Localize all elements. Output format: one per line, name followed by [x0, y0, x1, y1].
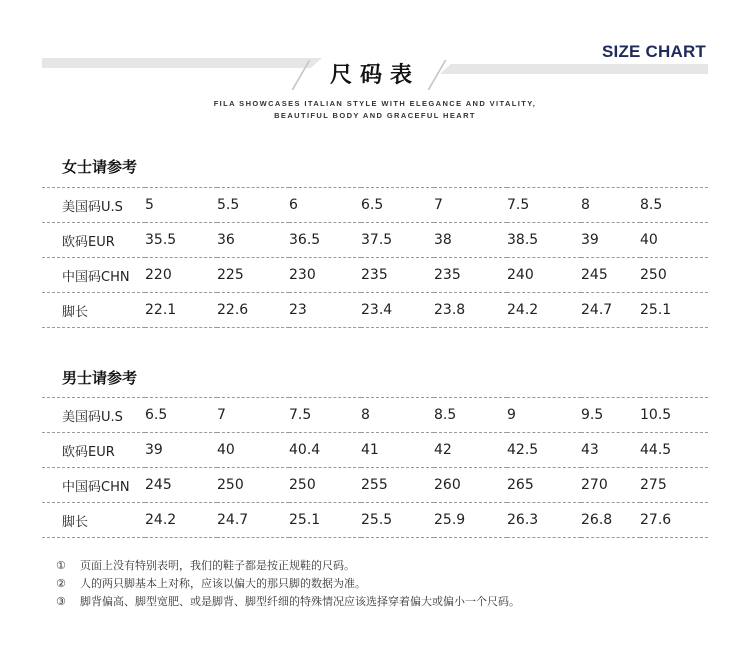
table-row [42, 293, 708, 328]
tagline-line1: FILA SHOWCASES ITALIAN STYLE WITH ELEGANCE AND VITALITY, [213, 99, 537, 108]
size-cell: 6.5 [145, 398, 217, 433]
size-cell: 26.3 [507, 503, 581, 538]
size-cell: 39 [581, 223, 640, 258]
size-cell: 25.5 [361, 503, 434, 538]
note-text: 脚背偏高、脚型宽肥、或是脚背、脚型纤细的特殊情况应该选择穿着偏大或偏小一个尺码。 [80, 595, 520, 608]
size-cell: 37.5 [361, 223, 434, 258]
note-number: ② [56, 577, 66, 590]
size-cell: 38 [434, 223, 507, 258]
size-cell: 26.8 [581, 503, 640, 538]
size-cell: 35.5 [145, 223, 217, 258]
row-label: 欧码EUR [42, 433, 145, 468]
men-size-table [42, 397, 708, 538]
tagline-line2: BEAUTIFUL BODY AND GRACEFUL HEART [274, 111, 476, 120]
size-cell: 10.5 [640, 398, 708, 433]
size-cell: 27.6 [640, 503, 708, 538]
size-cell: 42 [434, 433, 507, 468]
notes-list [56, 557, 520, 611]
note-item [56, 575, 520, 593]
row-label: 美国码U.S [42, 398, 145, 433]
note-text: 人的两只脚基本上对称，应该以偏大的那只脚的数据为准。 [80, 577, 366, 590]
size-cell: 25.9 [434, 503, 507, 538]
size-cell: 24.7 [581, 293, 640, 328]
size-cell: 40 [217, 433, 289, 468]
size-cell: 8 [581, 188, 640, 223]
size-cell: 24.7 [217, 503, 289, 538]
size-cell: 245 [581, 258, 640, 293]
note-number: ① [56, 559, 66, 572]
table-row [42, 433, 708, 468]
size-cell: 220 [145, 258, 217, 293]
size-cell: 24.2 [507, 293, 581, 328]
size-cell: 225 [217, 258, 289, 293]
size-cell: 23.4 [361, 293, 434, 328]
size-cell: 42.5 [507, 433, 581, 468]
row-label: 中国码CHN [42, 468, 145, 503]
size-cell: 36 [217, 223, 289, 258]
row-label: 欧码EUR [42, 223, 145, 258]
table-row [42, 188, 708, 223]
table-row [42, 258, 708, 293]
size-cell: 6 [289, 188, 361, 223]
men-section-title: 男士请参考 [62, 369, 138, 387]
size-cell: 9 [507, 398, 581, 433]
size-cell: 43 [581, 433, 640, 468]
note-item [56, 557, 520, 575]
women-section-title: 女士请参考 [62, 158, 138, 176]
note-item [56, 593, 520, 611]
size-cell: 8.5 [640, 188, 708, 223]
table-row [42, 223, 708, 258]
size-cell: 8 [361, 398, 434, 433]
note-text: 页面上没有特别表明，我们的鞋子都是按正规鞋的尺码。 [80, 559, 355, 572]
row-label: 中国码CHN [42, 258, 145, 293]
size-cell: 23 [289, 293, 361, 328]
size-cell: 265 [507, 468, 581, 503]
table-row [42, 398, 708, 433]
size-cell: 275 [640, 468, 708, 503]
size-cell: 230 [289, 258, 361, 293]
size-cell: 7.5 [507, 188, 581, 223]
size-cell: 23.8 [434, 293, 507, 328]
women-size-table [42, 187, 708, 328]
size-cell: 25.1 [640, 293, 708, 328]
table-row [42, 503, 708, 538]
size-cell: 250 [289, 468, 361, 503]
size-cell: 22.1 [145, 293, 217, 328]
page-title: 尺码表 [329, 63, 420, 88]
size-cell: 250 [217, 468, 289, 503]
table-row [42, 468, 708, 503]
row-label: 脚长 [42, 293, 145, 328]
size-cell: 25.1 [289, 503, 361, 538]
note-number: ③ [56, 595, 66, 608]
size-cell: 40 [640, 223, 708, 258]
size-cell: 270 [581, 468, 640, 503]
size-cell: 8.5 [434, 398, 507, 433]
size-cell: 5.5 [217, 188, 289, 223]
size-cell: 36.5 [289, 223, 361, 258]
row-label: 脚长 [42, 503, 145, 538]
size-cell: 7 [434, 188, 507, 223]
size-cell: 40.4 [289, 433, 361, 468]
size-cell: 22.6 [217, 293, 289, 328]
size-cell: 255 [361, 468, 434, 503]
size-cell: 245 [145, 468, 217, 503]
size-cell: 24.2 [145, 503, 217, 538]
size-cell: 44.5 [640, 433, 708, 468]
size-cell: 260 [434, 468, 507, 503]
size-cell: 41 [361, 433, 434, 468]
size-cell: 9.5 [581, 398, 640, 433]
size-cell: 6.5 [361, 188, 434, 223]
row-label: 美国码U.S [42, 188, 145, 223]
size-cell: 235 [434, 258, 507, 293]
size-chart-brand: SIZE CHART [602, 42, 706, 61]
size-cell: 235 [361, 258, 434, 293]
size-cell: 240 [507, 258, 581, 293]
size-cell: 5 [145, 188, 217, 223]
size-cell: 38.5 [507, 223, 581, 258]
size-cell: 7.5 [289, 398, 361, 433]
size-cell: 7 [217, 398, 289, 433]
size-cell: 250 [640, 258, 708, 293]
size-cell: 39 [145, 433, 217, 468]
